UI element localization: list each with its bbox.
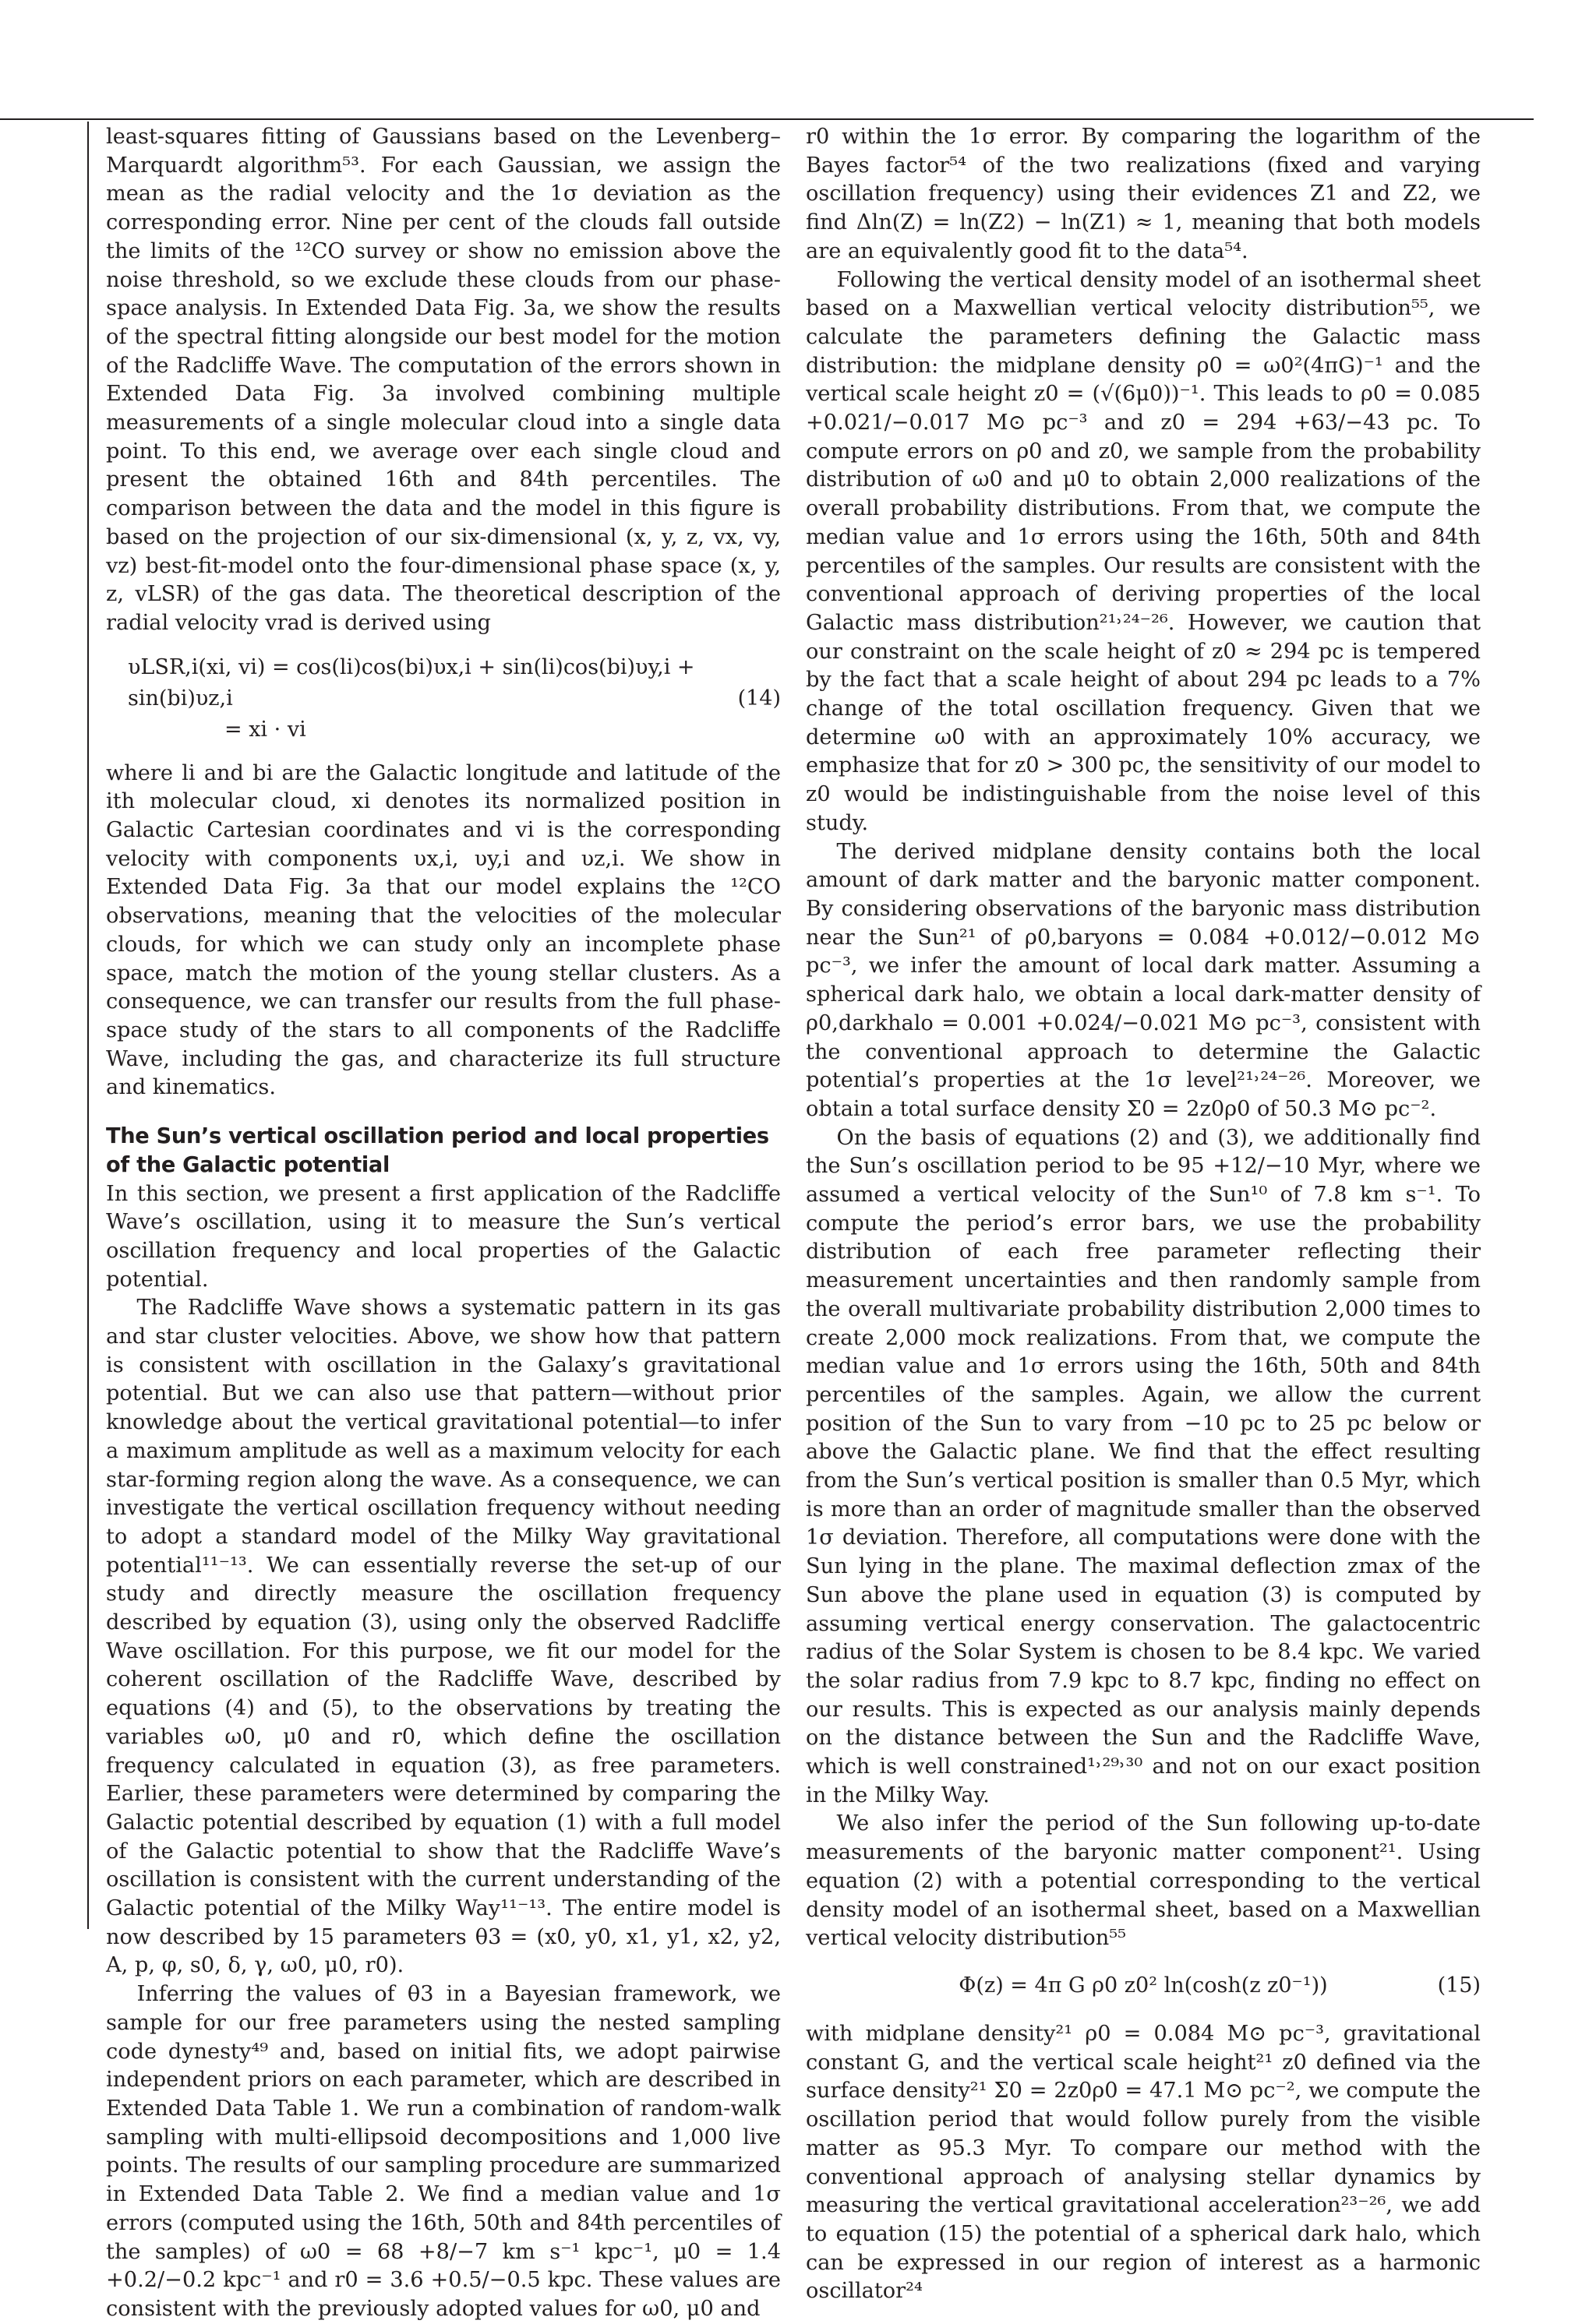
equation-14-line-2: = xi · vi xyxy=(224,717,306,742)
section-heading: The Sun’s vertical oscillation period and local properties of the Galactic potential xyxy=(106,1124,769,1177)
left-margin-rule xyxy=(87,122,89,1929)
paragraph: The derived midplane density contains both the local amount of dark matter and the baryonic matter component. By considering observations of the baryonic mass distribution near the Sun²¹ of ρ0,baryons = 0.084 +0.012/−0.012 M⊙ pc⁻³, we infer the amount of local dark matter. Assuming a spherical dark halo, we obtain a local dark-matter density of ρ0,darkhalo = 0.001 +0.024/−0.021 M⊙ pc⁻³, consistent with the conventional approach to determine the Galactic potential’s properties at the 1σ level²¹˒²⁴⁻²⁶. Moreover, we obtain a total surface density Σ0 = 2z0ρ0 of 50.3 M⊙ pc⁻². xyxy=(806,839,1481,1121)
paragraph: The Radcliffe Wave shows a systematic pattern in its gas and star cluster velocities. Above, we show how that pattern is consistent with oscillation in the Galaxy’s gravitational potential. But we can also use that pattern—without prior knowledge about the vertical gravitational potential—to infer a maximum amplitude as well as a maximum velocity for each star-forming region along the wave. As a consequence, we can investigate the vertical oscillation frequency without needing to adopt a standard model of the Milky Way gravitational potential¹¹⁻¹³. We can essentially reverse the set-up of our study and directly measure the oscillation frequency described by equation (3), using only the observed Radcliffe Wave oscillation. For this purpose, we fit our model for the coherent oscillation of the Radcliffe Wave, described by equations (4) and (5), to the observations by treating the variables ω0, μ0 and r0, which define the oscillation frequency calculated in equation (3), as free parameters. Earlier, these parameters were determined by comparing the Galactic potential described by equation (1) with a full model of the Galactic potential to show that the Radcliffe Wave’s oscillation is consistent with the current understanding of the Galactic potential of the Milky Way¹¹⁻¹³. The entire model is now described by 15 parameters θ3 = (x0, y0, x1, y1, x2, y2, A, p, φ, s0, δ, γ, ω0, μ0, r0). xyxy=(106,1296,781,1978)
paragraph: least-squares fitting of Gaussians based on the Levenberg–Marquardt algorithm⁵³. For each Gaussian, we assign the mean as the radial velocity and the 1σ deviation as the corresponding error. Nine per cent of the clouds fall outside the limits of the ¹²CO survey or show no emission above the noise threshold, so we exclude these clouds from our phase-space analysis. In Extended Data Fig. 3a, we show the results of the spectral fitting alongside our best model for the motion of the Radcliffe Wave. The computation of the errors shown in Extended Data Fig. 3a involved combining multiple measurements of a single molecular cloud into a single data point. To this end, we average over each single cloud and present the obtained 16th and 84th percentiles. The comparison between the data and the model in this figure is based on the projection of our six-dimensional (x, y, z, vx, vy, vz) best-fit-model onto the four-dimensional phase space (x, y, z, vLSR) of the gas data. The theoretical description of the radial velocity vrad is derived using xyxy=(106,125,781,635)
paragraph: with midplane density²¹ ρ0 = 0.084 M⊙ pc⁻³, gravitational constant G, and the vertical scale height²¹ z0 defined via the surface density²¹ Σ0 = 2z0ρ0 = 47.1 M⊙ pc⁻², we compute the oscillation period that would follow purely from the visible matter as 95.3 Myr. To compare our method with the conventional approach of analysing stellar dynamics by measuring the vertical gravitational acceleration²³⁻²⁶, we add to equation (15) the potential of a spherical dark halo, which can be expressed in our region of interest as a harmonic oscillator²⁴ xyxy=(806,2022,1481,2304)
equation-15-body: Φ(z) = 4π G ρ0 z0² ln(cosh(z z0⁻¹)) xyxy=(959,1973,1328,1998)
left-column xyxy=(106,123,781,2324)
paragraph: r0 within the 1σ error. By comparing the logarithm of the Bayes factor⁵⁴ of the two realizations (fixed and varying oscillation frequency) using their evidences Z1 and Z2, we find Δln(Z) = ln(Z2) − ln(Z1) ≈ 1, meaning that both models are an equivalently good fit to the data⁵⁴. xyxy=(806,125,1481,263)
paragraph: where li and bi are the Galactic longitude and latitude of the ith molecular cloud, xi denotes its normalized position in Galactic Cartesian coordinates and vi is the corresponding velocity with components υx,i, υy,i and υz,i. We show in Extended Data Fig. 3a that our model explains the ¹²CO observations, meaning that the velocities of the molecular clouds, for which we can study only an incomplete phase space, match the motion of the young stellar clusters. As a consequence, we can transfer our results from the full phase-space study of the stars to all components of the Radcliffe Wave, including the gas, and characterize its full structure and kinematics. xyxy=(106,760,781,1100)
paragraph: On the basis of equations (2) and (3), we additionally find the Sun’s oscillation period to be 95 +12/−10 Myr, where we assumed a vertical velocity of the Sun¹⁰ of 7.8 km s⁻¹. To compute the period’s error bars, we use the probability distribution of each free parameter reflecting their measurement uncertainties and then randomly sample from the overall multivariate probability distribution 2,000 times to create 2,000 mock realizations. From that, we compute the median value and 1σ errors using the 16th, 50th and 84th percentiles of the samples. Again, we allow the current position of the Sun to vary from −10 pc to 25 pc below or above the Galactic plane. We find that the effect resulting from the Sun’s vertical position is smaller than 0.5 Myr, which is more than an order of magnitude smaller than the observed 1σ deviation. Therefore, all computations were done with the Sun lying in the plane. The maximal deflection zmax of the Sun above the plane used in equation (3) is computed by assuming vertical energy conservation. The galactocentric radius of the Solar System is chosen to be 8.4 kpc. We varied the solar radius from 7.9 kpc to 8.7 kpc, finding no effect on our results. This is expected as our analysis mainly depends on the distance between the Sun and the Radcliffe Wave, which is well constrained¹˒²⁹˒³⁰ and not on our exact position in the Milky Way. xyxy=(806,1125,1481,1807)
equation-14 xyxy=(106,652,781,746)
paragraph: Following the vertical density model of an isothermal sheet based on a Maxwellian vertical velocity distribution⁵⁵, we calculate the parameters defining the Galactic mass distribution: the midplane density ρ0 = ω0²(4πG)⁻¹ and the vertical scale height z0 = (√(6μ0))⁻¹. This leads to ρ0 = 0.085 +0.021/−0.017 M⊙ pc⁻³ and z0 = 294 +63/−43 pc. To compute errors on ρ0 and z0, we sample from the probability distribution of ω0 and μ0 to obtain 2,000 realizations of the overall probability distributions. From that, we compute the median value and 1σ errors using the 16th, 50th and 84th percentiles of the samples. Our results are consistent with the conventional approach of deriving properties of the local Galactic mass distribution²¹˒²⁴⁻²⁶. However, we caution that our constraint on the scale height of z0 ≈ 294 pc is tempered by the fact that a scale height of about 294 pc leads to a 7% change of the total oscillation frequency. Given that we determine ω0 with an approximately 10% accuracy, we emphasize that for z0 > 300 pc, the sensitivity of our model to z0 would be indistinguishable from the noise level of this study. xyxy=(806,267,1481,835)
top-rule xyxy=(0,118,1534,120)
equation-14-line-1: υLSR,i(xi, vi) = cos(li)cos(bi)υx,i + sin(li)cos(bi)υy,i + sin(bi)υz,i xyxy=(128,654,695,711)
paragraph: Inferring the values of θ3 in a Bayesian framework, we sample for our free parameters using the nested sampling code dynesty⁴⁹ and, based on initial fits, we adopt pairwise independent priors on each parameter, which are described in Extended Data Table 1. We run a combination of random-walk sampling with multi-ellipsoid decompositions and 1,000 live points. The results of our sampling procedure are summarized in Extended Data Table 2. We find a median value and 1σ errors (computed using the 16th, 50th and 84th percentiles of the samples) of ω0 = 68 +8/−7 km s⁻¹ kpc⁻¹, μ0 = 1.4 +0.2/−0.2 kpc⁻¹ and r0 = 3.6 +0.5/−0.5 kpc. These values are consistent with the previously adopted values for ω0, μ0 and xyxy=(106,1982,781,2321)
equation-15 xyxy=(806,1970,1481,2001)
equation-number: (14) xyxy=(737,686,781,711)
paragraph: We also infer the period of the Sun following up-to-date measurements of the baryonic matter component²¹. Using equation (2) with a potential corresponding to the vertical density model of an isothermal sheet, based on a Maxwellian vertical velocity distribution⁵⁵ xyxy=(806,1811,1481,1951)
paragraph: In this section, we present a first application of the Radcliffe Wave’s oscillation, using it to measure the Sun’s vertical oscillation frequency and local properties of the Galactic potential. xyxy=(106,1181,781,1292)
equation-number: (15) xyxy=(1437,1973,1481,1998)
right-column xyxy=(806,123,1481,2306)
